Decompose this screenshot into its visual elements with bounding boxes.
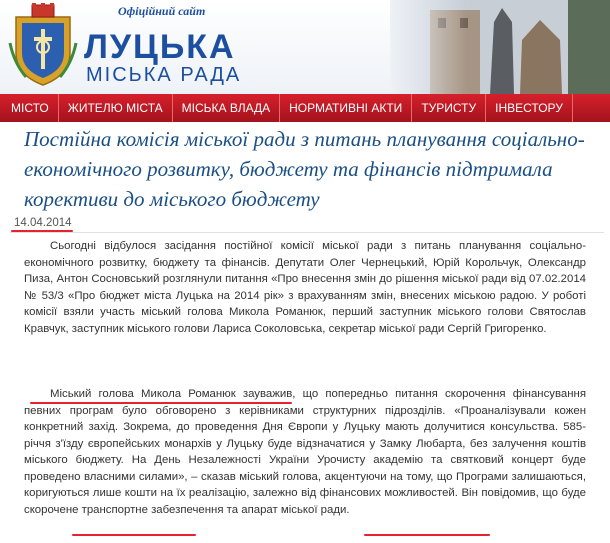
article-paragraph-1: Сьогодні відбулося засідання постійної комісії міської ради з питань планування соціально-економічного розвитку, бюджету та фінансів. Депутати Олег Чернецький, Юрій Корольчук, Олександр Пиза, Антон Сосновський розглянули питання «Про внесення змін до рішення міської ради від 07.02.2014 № 53/3 «Про бюджет міста Луцька на 2014 рік» з врахуванням змін, внесених міською радою. У роботі комісії взяли участь міський голова Микола Романюк, перший заступник міського голови Святослав Кравчук, заступник міського голови Лариса Соколовська, секретар міської ради Сергій Григоренко. (24, 240, 586, 335)
nav-item-misto[interactable]: МІСТО (0, 94, 59, 122)
article-paragraph-2: Міський голова Микола Романюк зауважив, що попередньо питання скорочення фінансування певних програм було обговорено з керівниками структурних підрозділів. «Проаналізували кожен конкретний захід. Зокрема, до проведення Дня Європи у Луцьку мають долучитися консульства. 585- річчя з'їзду європейських монархів у Луцьку буде відзначатися у Замку Любарта, без залучення коштів міського бюджету. На День Незалежності України Урочисту академію та святковий концерт буде проведено власними силами», – сказав міський голова, акцентуючи на тому, що Програми залишаються, коригуються лише кошти на їх реалізацію, залежно від фінансових можливостей. Він повідомив, що буде скорочене транспортне забезпечення та апарат міської ради. (24, 388, 586, 516)
main-nav (0, 94, 610, 122)
nav-item-turystu[interactable]: ТУРИСТУ (412, 94, 486, 122)
title-divider (10, 232, 604, 233)
header-photo-image (390, 0, 610, 94)
nav-item-investoru[interactable]: ІНВЕСТОРУ (486, 94, 573, 122)
article-title: Постійна комісія міської ради з питань планування соціально-економічного розвитку, бюджету та фінансів підтримала корективи до міського бюджету (24, 127, 585, 211)
site-subtitle: Офіційний сайт (118, 4, 206, 18)
nav-item-miska-vlada[interactable]: МІСЬКА ВЛАДА (173, 94, 280, 122)
nav-item-normatyvni-akty[interactable]: НОРМАТИВНІ АКТИ (280, 94, 412, 122)
site-header (0, 0, 610, 94)
highlight-underline-reduction (72, 534, 196, 536)
site-name[interactable]: ЛУЦЬКА (84, 28, 236, 66)
highlight-underline-apparatus (364, 534, 490, 536)
site-name-secondary[interactable]: МІСЬКА РАДА (86, 64, 242, 86)
article-date: 14.04.2014 (14, 217, 72, 229)
highlight-underline-mayor (30, 402, 292, 404)
coat-of-arms-icon[interactable] (8, 3, 78, 87)
nav-item-zhyteliu-mista[interactable]: ЖИТЕЛЮ МІСТА (59, 94, 173, 122)
